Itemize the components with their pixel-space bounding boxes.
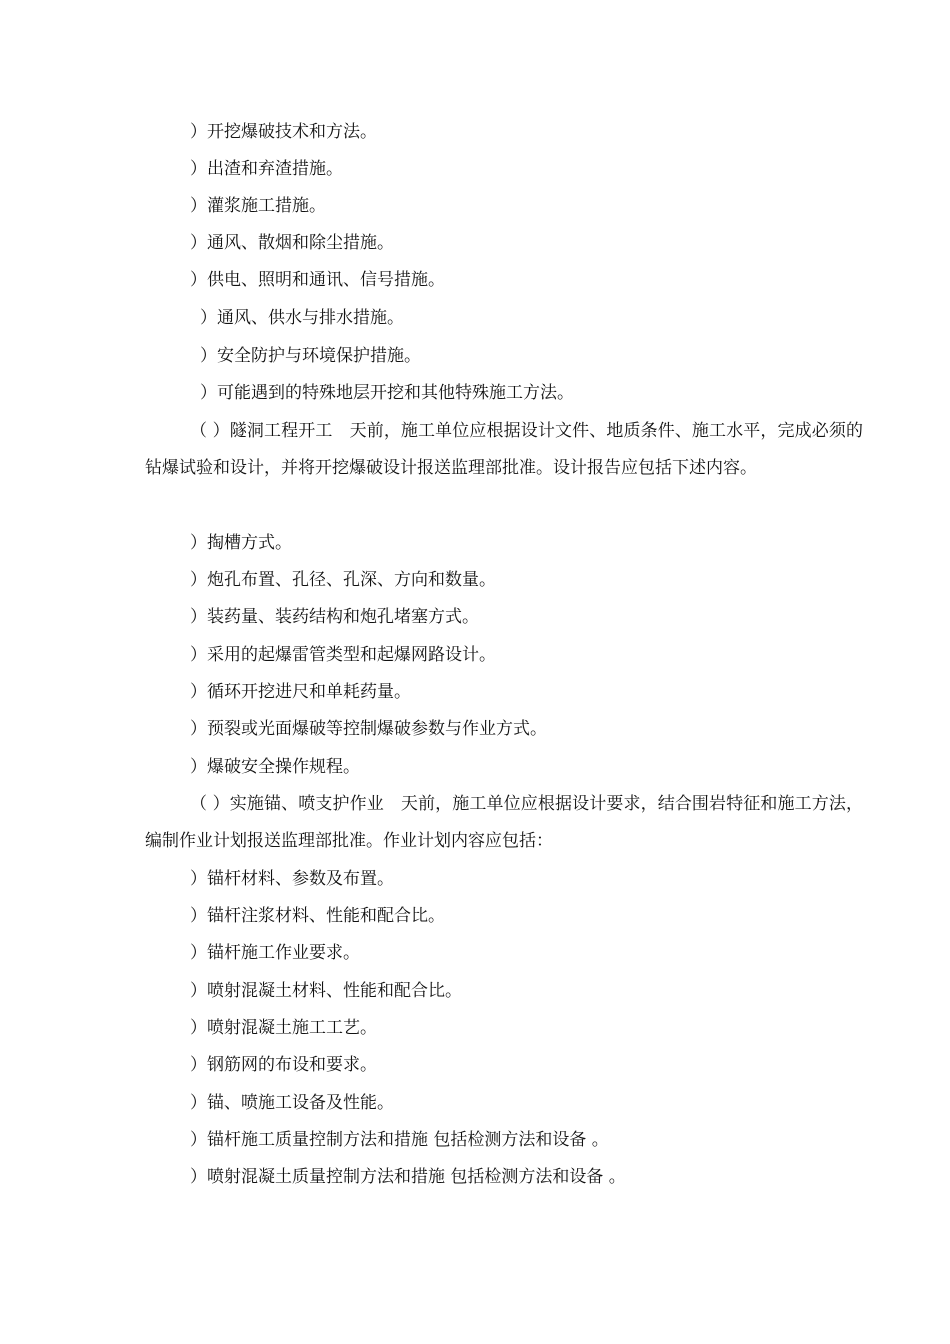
list-item: ）锚杆材料、参数及布置。: [190, 869, 394, 889]
list-item: ）爆破安全操作规程。: [190, 757, 360, 777]
list-item: ）通风、散烟和除尘措施。: [190, 233, 394, 253]
paragraph-text: （ ）实施锚、喷支护作业 天前，施工单位应根据设计要求，结合围岩特征和施工方法，编制作业计划报送监理部批准。作业计划内容应包括：: [145, 794, 863, 851]
list-item: ）装药量、装药结构和炮孔堵塞方式。: [190, 607, 479, 627]
list-item: ）锚、喷施工设备及性能。: [190, 1093, 394, 1113]
list-item: ）供电、照明和通讯、信号措施。: [190, 270, 445, 290]
list-item: ）通风、供水与排水措施。: [200, 308, 404, 328]
list-item: ）锚杆注浆材料、性能和配合比。: [190, 906, 445, 926]
list-item: ）锚杆施工质量控制方法和措施 包括检测方法和设备 。: [190, 1130, 609, 1150]
list-item: ）钢筋网的布设和要求。: [190, 1055, 377, 1075]
list-item: ）灌浆施工措施。: [190, 196, 326, 216]
list-item: ）喷射混凝土材料、性能和配合比。: [190, 981, 462, 1001]
list-item: ）锚杆施工作业要求。: [190, 943, 360, 963]
paragraph-text: （ ）隧洞工程开工 天前，施工单位应根据设计文件、地质条件、施工水平，完成必须的钻爆试验和设计，并将开挖爆破设计报送监理部批准。设计报告应包括下述内容。: [145, 421, 863, 478]
list-item: ）喷射混凝土施工工艺。: [190, 1018, 377, 1038]
list-item: ）炮孔布置、孔径、孔深、方向和数量。: [190, 570, 496, 590]
list-item: ）喷射混凝土质量控制方法和措施 包括检测方法和设备 。: [190, 1167, 626, 1187]
list-item: ）出渣和弃渣措施。: [190, 159, 343, 179]
list-item: ）循环开挖进尺和单耗药量。: [190, 682, 411, 702]
list-item: ）安全防护与环境保护措施。: [200, 346, 421, 366]
paragraph-anchor-shotcrete: [145, 786, 863, 860]
list-item: ）预裂或光面爆破等控制爆破参数与作业方式。: [190, 719, 547, 739]
list-item: ）可能遇到的特殊地层开挖和其他特殊施工方法。: [200, 383, 574, 403]
paragraph-tunnel-blasting: [145, 413, 863, 487]
list-item: ）开挖爆破技术和方法。: [190, 122, 377, 142]
list-item: ）掏槽方式。: [190, 533, 292, 553]
list-item: ）采用的起爆雷管类型和起爆网路设计。: [190, 645, 496, 665]
